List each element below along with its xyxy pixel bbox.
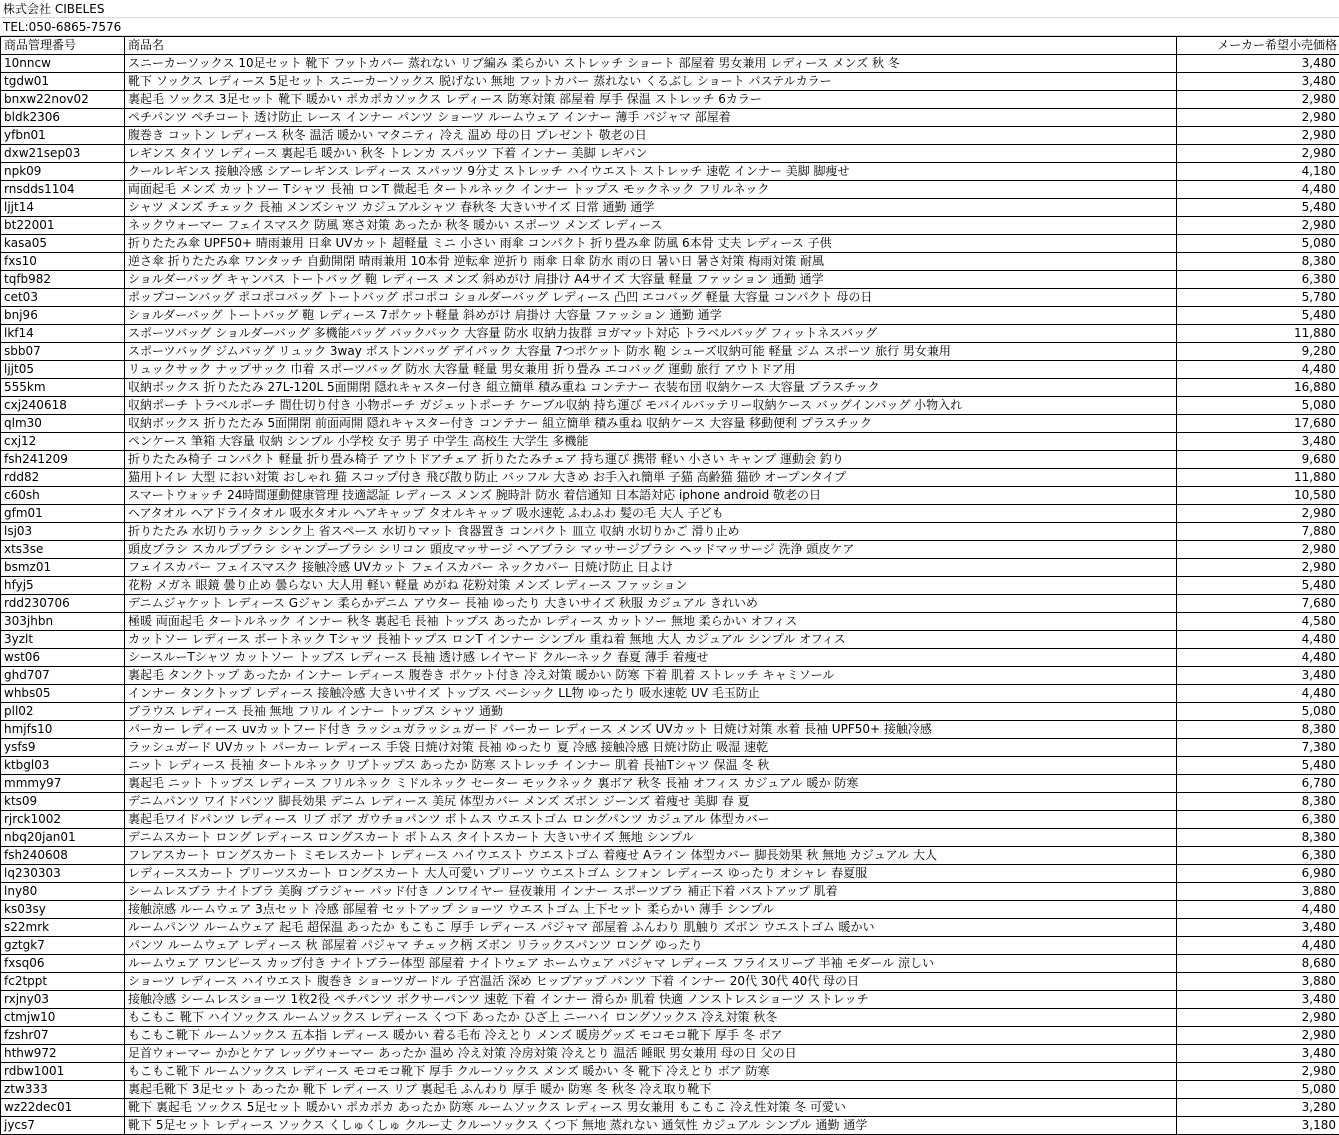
cell-retail-price[interactable]: 3,480 — [1177, 1045, 1339, 1063]
cell-retail-price[interactable]: 4,480 — [1177, 649, 1339, 667]
table-row — [1, 451, 1339, 469]
cell-product-id[interactable]: sbb07 — [1, 343, 125, 361]
table-row — [1, 1063, 1339, 1081]
table-row — [1, 91, 1339, 109]
table-row — [1, 469, 1339, 487]
cell-product-name[interactable]: レギンス タイツ レディース 裏起毛 暖かい 秋冬 トレンカ スパッツ 下着 インナー 美脚 レギパン — [125, 145, 1177, 163]
table-row — [1, 181, 1339, 199]
cell-retail-price[interactable]: 3,480 — [1177, 433, 1339, 451]
cell-product-id[interactable]: bt22001 — [1, 217, 125, 235]
cell-product-name[interactable]: ポップコーンバッグ ポコポコバッグ トートバッグ ポコポコ ショルダーバッグ レディース 凸凹 エコバッグ 軽量 大容量 コンパクト 母の日 — [125, 289, 1177, 307]
cell-product-id[interactable]: bsmz01 — [1, 559, 125, 577]
cell-product-name[interactable]: もこもこ靴下 ルームソックス レディース モコモコ靴下 厚手 クルーソックス メンズ 暖かい 冬 靴下 冷えとり ボア 防寒 — [125, 1063, 1177, 1081]
cell-product-name[interactable]: カットソー レディース ボートネック Tシャツ 長袖トップス ロンT インナー シンプル 重ね着 無地 大人 カジュアル シンプル オフィス — [125, 631, 1177, 649]
cell-product-id[interactable]: qlm30 — [1, 415, 125, 433]
cell-retail-price[interactable]: 5,080 — [1177, 703, 1339, 721]
table-row — [1, 613, 1339, 631]
table-row — [1, 883, 1339, 901]
cell-product-id[interactable]: mmmy97 — [1, 775, 125, 793]
cell-product-id[interactable]: lny80 — [1, 883, 125, 901]
cell-product-id[interactable]: cxj12 — [1, 433, 125, 451]
cell-retail-price[interactable]: 6,780 — [1177, 775, 1339, 793]
cell-product-id[interactable]: wst06 — [1, 649, 125, 667]
cell-product-id[interactable]: bnj96 — [1, 307, 125, 325]
table-row — [1, 829, 1339, 847]
cell-product-name[interactable]: 逆さ傘 折りたたみ傘 ワンタッチ 自動開閉 晴雨兼用 10本骨 逆転傘 逆折り 雨傘 日傘 防水 雨の日 暑い日 暑さ対策 梅雨対策 耐風 — [125, 253, 1177, 271]
cell-retail-price[interactable]: 4,480 — [1177, 181, 1339, 199]
cell-product-id[interactable]: ghd707 — [1, 667, 125, 685]
cell-product-name[interactable]: ショーツ レディース ハイウエスト 腹巻き ショーツガードル 子宮温活 深め ヒップアップ パンツ 下着 インナー 20代 30代 40代 母の日 — [125, 973, 1177, 991]
cell-product-id[interactable]: tqfb982 — [1, 271, 125, 289]
cell-product-name[interactable]: 足首ウォーマー かかとケア レッグウォーマー あったか 温め 冷え対策 冷房対策 冷えとり 温活 睡眠 男女兼用 母の日 父の日 — [125, 1045, 1177, 1063]
cell-product-name[interactable]: インナー タンクトップ レディース 接触冷感 大きいサイズ トップス ベーシック LL物 ゆったり 吸水速乾 UV 毛玉防止 — [125, 685, 1177, 703]
cell-product-id[interactable]: gztgk7 — [1, 937, 125, 955]
cell-product-name[interactable]: クールレギンス 接触冷感 シアーレギンス レディース スパッツ 9分丈 ストレッチ ハイウエスト ストレッチ 速乾 インナー 美脚 脚痩せ — [125, 163, 1177, 181]
cell-product-name[interactable]: パーカー レディース uvカットフード付き ラッシュガラッシュガード パーカー レディース メンズ UVカット 日焼け対策 水着 長袖 UPF50+ 接触冷感 — [125, 721, 1177, 739]
cell-retail-price[interactable]: 7,880 — [1177, 523, 1339, 541]
cell-product-name[interactable]: 腹巻き コットン レディース 秋冬 温活 暖かい マタニティ 冷え 温め 母の日 プレゼント 敬老の日 — [125, 127, 1177, 145]
cell-product-name[interactable]: シースルーTシャツ カットソー トップス レディース 長袖 透け感 レイヤード クルーネック 春夏 薄手 着痩せ — [125, 649, 1177, 667]
table-row — [1, 307, 1339, 325]
header-retail-price[interactable]: メーカー希望小売価格 — [1177, 37, 1339, 55]
cell-product-name[interactable]: シームレスブラ ナイトブラ 美胸 ブラジャー パッド付き ノンワイヤー 昼夜兼用 インナー スポーツブラ 補正下着 バストアップ 肌着 — [125, 883, 1177, 901]
cell-retail-price[interactable]: 5,080 — [1177, 397, 1339, 415]
cell-retail-price[interactable]: 4,480 — [1177, 685, 1339, 703]
table-row — [1, 1117, 1339, 1135]
cell-product-id[interactable]: rnsdds1104 — [1, 181, 125, 199]
cell-product-id[interactable]: ljjt14 — [1, 199, 125, 217]
cell-product-name[interactable]: スマートウォッチ 24時間運動健康管理 技適認証 レディース メンズ 腕時計 防水 着信通知 日本語対応 iphone android 敬老の日 — [125, 487, 1177, 505]
cell-product-name[interactable]: 接触涼感 ルームウェア 3点セット 冷感 部屋着 セットアップ ショーツ ウエストゴム 上下セット 柔らかい 薄手 シンプル — [125, 901, 1177, 919]
cell-retail-price[interactable]: 7,380 — [1177, 739, 1339, 757]
cell-product-name[interactable]: デニムパンツ ワイドパンツ 脚長効果 デニム レディース 美尻 体型カバー メンズ ズボン ジーンズ 着痩せ 美脚 春 夏 — [125, 793, 1177, 811]
cell-retail-price[interactable]: 9,680 — [1177, 451, 1339, 469]
cell-retail-price[interactable]: 4,480 — [1177, 631, 1339, 649]
cell-product-id[interactable]: jycs7 — [1, 1117, 125, 1135]
cell-product-name[interactable]: 裏起毛 ソックス 3足セット 靴下 暖かい ポカポカソックス レディース 防寒対策 部屋着 厚手 保温 ストレッチ 6カラー — [125, 91, 1177, 109]
table-row — [1, 1027, 1339, 1045]
cell-retail-price[interactable]: 2,980 — [1177, 127, 1339, 145]
cell-product-name[interactable]: レディーススカート プリーツスカート ロングスカート 大人可愛い プリーツ ウエストゴム シフォン レディース ゆったり オシャレ 春夏服 — [125, 865, 1177, 883]
cell-product-id[interactable]: yfbn01 — [1, 127, 125, 145]
cell-product-id[interactable]: xts3se — [1, 541, 125, 559]
cell-product-id[interactable]: npk09 — [1, 163, 125, 181]
cell-retail-price[interactable]: 7,680 — [1177, 595, 1339, 613]
cell-product-name[interactable]: 裏起毛靴下 3足セット あったか 靴下 レディース リブ 裏起毛 ふんわり 厚手 暖か 防寒 冬 秋冬 冷え取り靴下 — [125, 1081, 1177, 1099]
table-row — [1, 559, 1339, 577]
cell-retail-price[interactable]: 5,480 — [1177, 757, 1339, 775]
cell-product-id[interactable]: rdbw1001 — [1, 1063, 125, 1081]
cell-product-name[interactable]: ショルダーバッグ トートバッグ 鞄 レディース 7ポケット軽量 斜めがけ 肩掛け 大容量 ファッション 通勤 通学 — [125, 307, 1177, 325]
cell-product-name[interactable]: 折りたたみ椅子 コンパクト 軽量 折り畳み椅子 アウトドアチェア 折りたたみチェア 持ち運び 携帯 軽い 小さい キャンプ 運動会 釣り — [125, 451, 1177, 469]
table-row — [1, 793, 1339, 811]
cell-retail-price[interactable]: 2,980 — [1177, 505, 1339, 523]
cell-retail-price[interactable]: 17,680 — [1177, 415, 1339, 433]
table-row — [1, 55, 1339, 73]
cell-product-name[interactable]: 折りたたみ 水切りラック シンク上 省スペース 水切りマット 食器置き コンパクト 皿立 収納 水切りかご 滑り止め — [125, 523, 1177, 541]
table-row — [1, 631, 1339, 649]
cell-product-id[interactable]: lq230303 — [1, 865, 125, 883]
header-row — [1, 37, 1339, 55]
cell-product-id[interactable]: fsh241209 — [1, 451, 125, 469]
table-row — [1, 577, 1339, 595]
cell-retail-price[interactable]: 2,980 — [1177, 559, 1339, 577]
cell-product-name[interactable]: 裏起毛 ニット トップス レディース フリルネック ミドルネック セーター モックネック 裏ボア 秋冬 長袖 オフィス カジュアル 暖か 防寒 — [125, 775, 1177, 793]
table-row — [1, 127, 1339, 145]
cell-product-name[interactable]: ペチパンツ ペチコート 透け防止 レース インナー パンツ ショーツ ルームウェア インナー 薄手 パジャマ 部屋着 — [125, 109, 1177, 127]
cell-retail-price[interactable]: 2,980 — [1177, 109, 1339, 127]
cell-retail-price[interactable]: 5,480 — [1177, 577, 1339, 595]
cell-product-id[interactable]: kts09 — [1, 793, 125, 811]
table-row — [1, 595, 1339, 613]
cell-product-id[interactable]: rdd230706 — [1, 595, 125, 613]
cell-retail-price[interactable]: 3,880 — [1177, 973, 1339, 991]
cell-retail-price[interactable]: 6,380 — [1177, 271, 1339, 289]
cell-product-name[interactable]: ペンケース 筆箱 大容量 収納 シンプル 小学校 女子 男子 中学生 高校生 大学生 多機能 — [125, 433, 1177, 451]
cell-retail-price[interactable]: 4,480 — [1177, 361, 1339, 379]
cell-product-id[interactable]: gfm01 — [1, 505, 125, 523]
table-row — [1, 145, 1339, 163]
table-row — [1, 433, 1339, 451]
cell-product-name[interactable]: 靴下 5足セット レディース ソックス くしゅくしゅ クルー丈 クルーソックス くつ下 無地 蒸れない 通気性 カジュアル シンプル 通勤 通学 — [125, 1117, 1177, 1135]
table-row — [1, 739, 1339, 757]
cell-product-id[interactable]: s22mrk — [1, 919, 125, 937]
cell-product-id[interactable]: lsj03 — [1, 523, 125, 541]
cell-retail-price[interactable]: 6,980 — [1177, 865, 1339, 883]
cell-product-name[interactable]: 収納ポーチ トラベルポーチ 間仕切り付き 小物ポーチ ガジェットポーチ ケーブル収納 持ち運び モバイルバッテリー収納ケース バッグインバッグ 小物入れ — [125, 397, 1177, 415]
cell-product-name[interactable]: パンツ ルームウェア レディース 秋 部屋着 パジャマ チェック柄 ズボン リラックスパンツ ロング ゆったり — [125, 937, 1177, 955]
cell-product-id[interactable]: 10nncw — [1, 55, 125, 73]
cell-product-id[interactable]: bnxw22nov02 — [1, 91, 125, 109]
cell-retail-price[interactable]: 8,680 — [1177, 955, 1339, 973]
table-row — [1, 487, 1339, 505]
cell-product-id[interactable]: cet03 — [1, 289, 125, 307]
table-row — [1, 1045, 1339, 1063]
cell-product-name[interactable]: フレアスカート ロングスカート ミモレスカート レディース ハイウエスト ウエストゴム 着痩せ Aライン 体型カバー 脚長効果 秋 無地 カジュアル 大人 — [125, 847, 1177, 865]
table-row — [1, 505, 1339, 523]
cell-product-id[interactable]: ljjt05 — [1, 361, 125, 379]
cell-product-id[interactable]: fc2tppt — [1, 973, 125, 991]
table-row — [1, 757, 1339, 775]
table-row — [1, 703, 1339, 721]
cell-product-name[interactable]: 極暖 両面起毛 タートルネック インナー 秋冬 裏起毛 長袖 トップス あったか レディース カットソー 無地 柔らかい オフィス — [125, 613, 1177, 631]
table-row — [1, 523, 1339, 541]
cell-retail-price[interactable]: 2,980 — [1177, 1027, 1339, 1045]
cell-product-name[interactable]: スポーツバッグ ジムバッグ リュック 3way ボストンバッグ デイパック 大容量 7つポケット 防水 鞄 シューズ収納可能 軽量 ジム スポーツ 旅行 男女兼用 — [125, 343, 1177, 361]
cell-product-id[interactable]: 3yzlt — [1, 631, 125, 649]
cell-retail-price[interactable]: 5,080 — [1177, 1081, 1339, 1099]
table-row — [1, 1081, 1339, 1099]
header-product-name[interactable]: 商品名 — [125, 37, 1177, 55]
cell-retail-price[interactable]: 4,480 — [1177, 901, 1339, 919]
cell-product-name[interactable]: 靴下 裏起毛 ソックス 5足セット 暖かい ポカポカ あったか 防寒 ルームソックス レディース 男女兼用 もこもこ 冷え性対策 冬 可愛い — [125, 1099, 1177, 1117]
cell-product-name[interactable]: もこもこ 靴下 ハイソックス ルームソックス レディース くつ下 あったか ひざ上 ニーハイ ロングソックス 冷え対策 秋冬 — [125, 1009, 1177, 1027]
cell-retail-price[interactable]: 3,880 — [1177, 883, 1339, 901]
cell-product-name[interactable]: 両面起毛 メンズ カットソー Tシャツ 長袖 ロンT 微起毛 タートルネック インナー トップス モックネック フリルネック — [125, 181, 1177, 199]
cell-retail-price[interactable]: 3,480 — [1177, 55, 1339, 73]
cell-product-name[interactable]: ルームウェア ワンピース カップ付き ナイトブラー体型 部屋着 ナイトウェア ホームウェア パジャマ レディース フライスリーブ 半袖 モダール 涼しい — [125, 955, 1177, 973]
cell-product-name[interactable]: 接触冷感 シームレスショーツ 1枚2役 ペチパンツ ボクサーパンツ 速乾 下着 インナー 滑らか 肌着 快適 ノンストレスショーツ ストレッチ — [125, 991, 1177, 1009]
cell-product-id[interactable]: ysfs9 — [1, 739, 125, 757]
table-row — [1, 991, 1339, 1009]
cell-product-id[interactable]: whbs05 — [1, 685, 125, 703]
cell-product-id[interactable]: ctmjw10 — [1, 1009, 125, 1027]
table-row — [1, 109, 1339, 127]
cell-retail-price[interactable]: 11,880 — [1177, 325, 1339, 343]
company-tel: TEL:050-6865-7576 — [0, 18, 1339, 36]
table-row — [1, 919, 1339, 937]
cell-retail-price[interactable]: 9,280 — [1177, 343, 1339, 361]
table-row — [1, 361, 1339, 379]
cell-product-id[interactable]: c60sh — [1, 487, 125, 505]
cell-product-name[interactable]: ニット レディース 長袖 タートルネック リブトップス あったか 防寒 ストレッチ インナー 肌着 長袖Tシャツ 保温 冬 秋 — [125, 757, 1177, 775]
cell-product-name[interactable]: デニムスカート ロング レディース ロングスカート ボトムス タイトスカート 大きいサイズ 無地 シンプル — [125, 829, 1177, 847]
table-row — [1, 1009, 1339, 1027]
cell-product-name[interactable]: シャツ メンズ チェック 長袖 メンズシャツ カジュアルシャツ 春秋冬 大きいサイズ 日常 通勤 通学 — [125, 199, 1177, 217]
cell-retail-price[interactable]: 3,480 — [1177, 919, 1339, 937]
table-row — [1, 1099, 1339, 1117]
header-product-id[interactable]: 商品管理番号 — [1, 37, 125, 55]
cell-retail-price[interactable]: 5,780 — [1177, 289, 1339, 307]
cell-retail-price[interactable]: 8,380 — [1177, 829, 1339, 847]
cell-product-name[interactable]: 裏起毛ワイドパンツ レディース リブ ボア ガウチョパンツ ボトムス ウエストゴム ロングパンツ カジュアル 体型カバー — [125, 811, 1177, 829]
table-row — [1, 271, 1339, 289]
cell-retail-price[interactable]: 2,980 — [1177, 541, 1339, 559]
cell-retail-price[interactable]: 2,980 — [1177, 145, 1339, 163]
table-row — [1, 955, 1339, 973]
cell-retail-price[interactable]: 4,180 — [1177, 163, 1339, 181]
cell-product-id[interactable]: kasa05 — [1, 235, 125, 253]
table-row — [1, 847, 1339, 865]
cell-retail-price[interactable]: 6,380 — [1177, 811, 1339, 829]
table-row — [1, 199, 1339, 217]
cell-product-name[interactable]: フェイスカバー フェイスマスク 接触冷感 UVカット フェイスカバー ネックカバー 日焼け防止 日よけ — [125, 559, 1177, 577]
cell-retail-price[interactable]: 2,980 — [1177, 1063, 1339, 1081]
cell-retail-price[interactable]: 4,480 — [1177, 937, 1339, 955]
table-row — [1, 253, 1339, 271]
cell-retail-price[interactable]: 8,380 — [1177, 793, 1339, 811]
cell-product-name[interactable]: ネックウォーマー フェイスマスク 防風 寒さ対策 あったか 秋冬 暖かい スポーツ メンズ レディース — [125, 217, 1177, 235]
cell-product-name[interactable]: スニーカーソックス 10足セット 靴下 フットカバー 蒸れない リブ編み 柔らかい ストレッチ ショート 部屋着 男女兼用 レディース メンズ 秋 冬 — [125, 55, 1177, 73]
cell-product-name[interactable]: 猫用トイレ 大型 におい対策 おしゃれ 猫 スコップ付き 飛び散り防止 バッフル 大きめ お手入れ簡単 子猫 高齢猫 猫砂 オープンタイプ — [125, 469, 1177, 487]
cell-retail-price[interactable]: 8,380 — [1177, 253, 1339, 271]
cell-product-id[interactable]: nbq20jan01 — [1, 829, 125, 847]
cell-product-name[interactable]: 頭皮ブラシ スカルプブラシ シャンプーブラシ シリコン 頭皮マッサージ ヘアブラシ マッサージブラシ ヘッドマッサージ 洗浄 頭皮ケア — [125, 541, 1177, 559]
table-row — [1, 217, 1339, 235]
table-row — [1, 541, 1339, 559]
cell-retail-price[interactable]: 2,980 — [1177, 91, 1339, 109]
cell-product-id[interactable]: fxsq06 — [1, 955, 125, 973]
table-row — [1, 973, 1339, 991]
table-row — [1, 667, 1339, 685]
table-row — [1, 937, 1339, 955]
cell-product-id[interactable]: hthw972 — [1, 1045, 125, 1063]
cell-retail-price[interactable]: 3,480 — [1177, 667, 1339, 685]
table-row — [1, 811, 1339, 829]
cell-retail-price[interactable]: 5,080 — [1177, 235, 1339, 253]
cell-product-id[interactable]: fzshr07 — [1, 1027, 125, 1045]
cell-product-name[interactable]: ラッシュガード UVカット パーカー レディース 手袋 日焼け対策 長袖 ゆったり 夏 冷感 接触冷感 日焼け防止 吸湿 速乾 — [125, 739, 1177, 757]
cell-product-name[interactable]: ショルダーバッグ キャンバス トートバッグ 鞄 レディース メンズ 斜めがけ 肩掛け A4サイズ 大容量 軽量 ファッション 通勤 通学 — [125, 271, 1177, 289]
table-row — [1, 235, 1339, 253]
table-row — [1, 343, 1339, 361]
cell-product-name[interactable]: 花粉 メガネ 眼鏡 曇り止め 曇らない 大人用 軽い 軽量 めがね 花粉対策 メンズ レディース ファッション — [125, 577, 1177, 595]
cell-retail-price[interactable]: 5,480 — [1177, 307, 1339, 325]
cell-product-id[interactable]: rdd82 — [1, 469, 125, 487]
cell-product-name[interactable]: 収納ボックス 折りたたみ 5面開閉 前面両開 隠れキャスター付き コンテナー 組立簡単 積み重ね 収納ケース 大容量 移動便利 プラスチック — [125, 415, 1177, 433]
cell-product-id[interactable]: bldk2306 — [1, 109, 125, 127]
cell-product-name[interactable]: スポーツバッグ ショルダーバッグ 多機能バッグ バックパック 大容量 防水 収納力抜群 ヨガマット対応 トラベルバッグ フィットネスバッグ — [125, 325, 1177, 343]
cell-retail-price[interactable]: 10,580 — [1177, 487, 1339, 505]
table-row — [1, 721, 1339, 739]
cell-product-id[interactable]: cxj240618 — [1, 397, 125, 415]
cell-product-name[interactable]: デニムジャケット レディース Gジャン 柔らかデニム アウター 長袖 ゆったり 大きいサイズ 秋服 カジュアル きれいめ — [125, 595, 1177, 613]
table-row — [1, 163, 1339, 181]
cell-product-id[interactable]: hfyj5 — [1, 577, 125, 595]
table-row — [1, 901, 1339, 919]
table-row — [1, 775, 1339, 793]
cell-product-id[interactable]: fxs10 — [1, 253, 125, 271]
cell-product-name[interactable]: ルームパンツ ルームウェア 起毛 超保温 あったか もこもこ 厚手 レディース パジャマ 部屋着 ふんわり 肌触り ズボン ウエストゴム 暖かい — [125, 919, 1177, 937]
cell-product-id[interactable]: pll02 — [1, 703, 125, 721]
cell-product-id[interactable]: lkf14 — [1, 325, 125, 343]
cell-product-id[interactable]: ks03sy — [1, 901, 125, 919]
table-row — [1, 415, 1339, 433]
cell-product-name[interactable]: もこもこ靴下 ルームソックス 五本指 レディース 暖かい 着る毛布 冷えとり メンズ 暖房グッズ モコモコ靴下 厚手 冬 ボア — [125, 1027, 1177, 1045]
cell-product-name[interactable]: 裏起毛 タンクトップ あったか インナー レディース 腹巻き ポケット付き 冷え対策 暖かい 防寒 下着 肌着 ストレッチ キャミソール — [125, 667, 1177, 685]
cell-product-name[interactable]: 収納ボックス 折りたたみ 27L-120L 5面開閉 隠れキャスター付き 組立簡単 積み重ね コンテナー 衣装布団 収納ケース 大容量 プラスチック — [125, 379, 1177, 397]
cell-product-id[interactable]: rxjny03 — [1, 991, 125, 1009]
cell-retail-price[interactable]: 4,580 — [1177, 613, 1339, 631]
cell-product-name[interactable]: ヘアタオル ヘアドライタオル 吸水タオル ヘアキャップ タオルキャップ 吸水速乾 ふわふわ 髪の毛 大人 子ども — [125, 505, 1177, 523]
cell-product-name[interactable]: 靴下 ソックス レディース 5足セット スニーカーソックス 脱げない 無地 フットカバー 蒸れない くるぶし ショート パステルカラー — [125, 73, 1177, 91]
cell-product-name[interactable]: ブラウス レディース 長袖 無地 フリル インナー トップス シャツ 通勤 — [125, 703, 1177, 721]
cell-product-id[interactable]: 555km — [1, 379, 125, 397]
table-row — [1, 649, 1339, 667]
cell-product-id[interactable]: fsh240608 — [1, 847, 125, 865]
cell-product-id[interactable]: ztw333 — [1, 1081, 125, 1099]
cell-product-id[interactable]: tgdw01 — [1, 73, 125, 91]
cell-product-id[interactable]: dxw21sep03 — [1, 145, 125, 163]
cell-product-id[interactable]: hmjfs10 — [1, 721, 125, 739]
product-table — [0, 36, 1339, 1135]
cell-retail-price[interactable]: 11,880 — [1177, 469, 1339, 487]
cell-retail-price[interactable]: 2,980 — [1177, 217, 1339, 235]
cell-retail-price[interactable]: 3,180 — [1177, 1117, 1339, 1135]
table-row — [1, 397, 1339, 415]
cell-retail-price[interactable]: 6,380 — [1177, 847, 1339, 865]
table-row — [1, 73, 1339, 91]
table-row — [1, 289, 1339, 307]
table-row — [1, 685, 1339, 703]
company-name: 株式会社 CIBELES — [0, 0, 1339, 18]
cell-product-id[interactable]: 303jhbn — [1, 613, 125, 631]
cell-product-name[interactable]: リュックサック ナップサック 巾着 スポーツバッグ 防水 大容量 軽量 男女兼用 折り畳み エコバッグ 運動 旅行 アウトドア用 — [125, 361, 1177, 379]
cell-retail-price[interactable]: 3,480 — [1177, 991, 1339, 1009]
cell-retail-price[interactable]: 2,980 — [1177, 1009, 1339, 1027]
cell-product-name[interactable]: 折りたたみ傘 UPF50+ 晴雨兼用 日傘 UVカット 超軽量 ミニ 小さい 雨傘 コンパクト 折り畳み傘 防風 6本骨 丈夫 レディース 子供 — [125, 235, 1177, 253]
cell-retail-price[interactable]: 8,380 — [1177, 721, 1339, 739]
cell-product-id[interactable]: ktbgl03 — [1, 757, 125, 775]
table-row — [1, 865, 1339, 883]
cell-product-id[interactable]: rjrck1002 — [1, 811, 125, 829]
cell-retail-price[interactable]: 5,480 — [1177, 199, 1339, 217]
cell-retail-price[interactable]: 3,480 — [1177, 73, 1339, 91]
cell-retail-price[interactable]: 16,880 — [1177, 379, 1339, 397]
cell-retail-price[interactable]: 3,280 — [1177, 1099, 1339, 1117]
table-row — [1, 379, 1339, 397]
table-row — [1, 325, 1339, 343]
cell-product-id[interactable]: wz22dec01 — [1, 1099, 125, 1117]
